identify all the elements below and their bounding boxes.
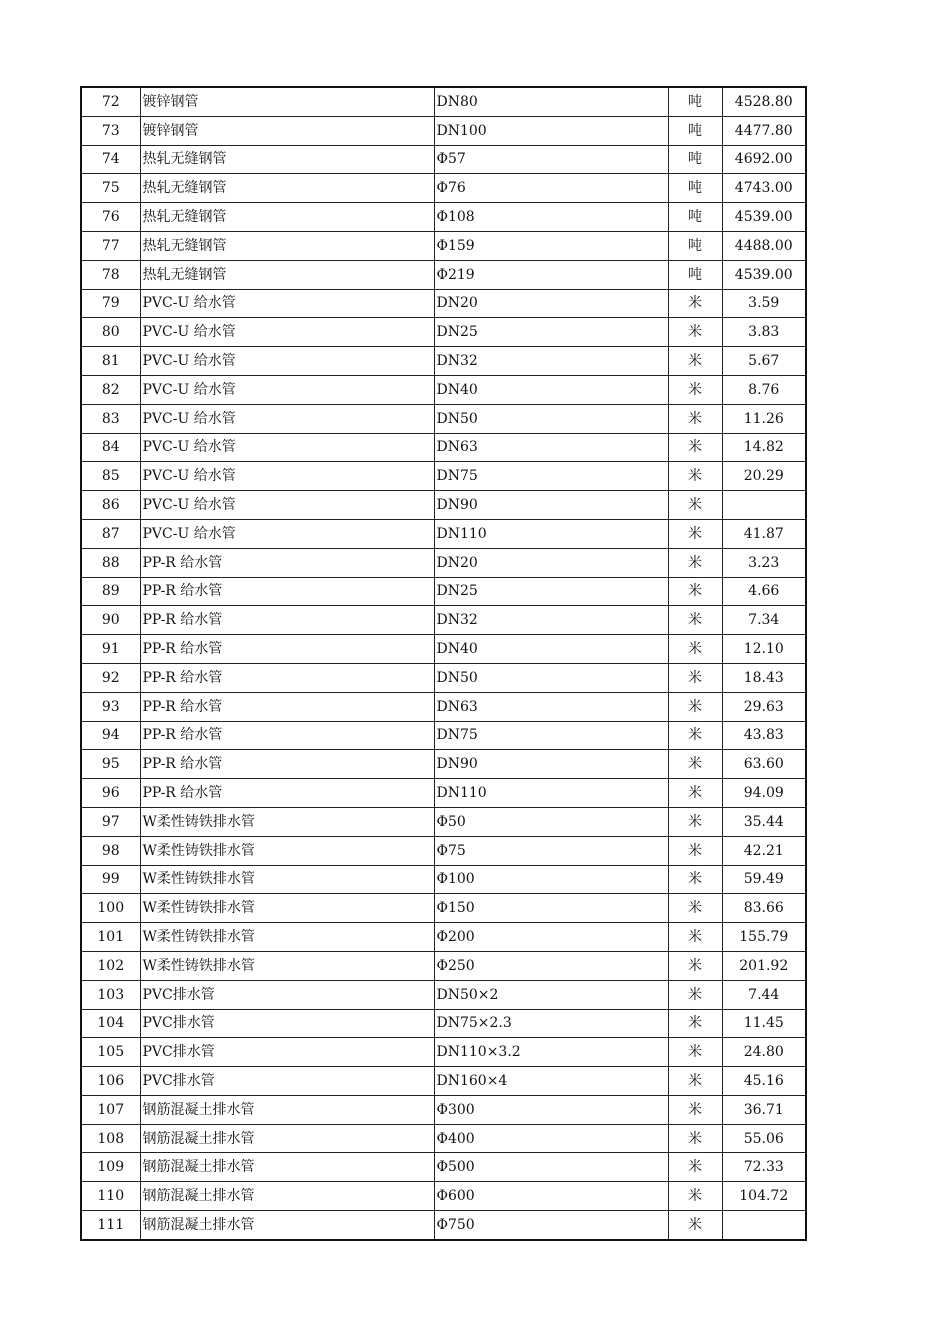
row-number: 103 [81, 980, 140, 1009]
item-unit: 米 [668, 375, 722, 404]
item-name: 热轧无缝钢管 [140, 231, 434, 260]
item-name: PVC-U 给水管 [140, 433, 434, 462]
table-row [81, 721, 806, 750]
item-unit: 米 [668, 347, 722, 376]
item-unit: 米 [668, 750, 722, 779]
item-name: 热轧无缝钢管 [140, 260, 434, 289]
row-number: 87 [81, 519, 140, 548]
item-unit: 吨 [668, 145, 722, 174]
table-row [81, 779, 806, 808]
row-number: 91 [81, 635, 140, 664]
item-unit: 米 [668, 1038, 722, 1067]
item-unit: 米 [668, 951, 722, 980]
item-spec: DN110 [434, 779, 668, 808]
item-spec: Φ57 [434, 145, 668, 174]
row-number: 78 [81, 260, 140, 289]
item-name: PVC-U 给水管 [140, 519, 434, 548]
item-unit: 米 [668, 548, 722, 577]
item-unit: 吨 [668, 87, 722, 116]
row-number: 95 [81, 750, 140, 779]
table-row [81, 836, 806, 865]
table-row [81, 1038, 806, 1067]
item-spec: DN160×4 [434, 1067, 668, 1096]
item-spec: Φ300 [434, 1095, 668, 1124]
row-number: 99 [81, 865, 140, 894]
row-number: 81 [81, 347, 140, 376]
item-spec: DN100 [434, 116, 668, 145]
row-number: 85 [81, 462, 140, 491]
item-price: 4539.00 [722, 260, 806, 289]
item-name: W柔性铸铁排水管 [140, 894, 434, 923]
item-spec: DN90 [434, 750, 668, 779]
item-name: 钢筋混凝土排水管 [140, 1182, 434, 1211]
table-row [81, 318, 806, 347]
table-row [81, 980, 806, 1009]
table-row [81, 606, 806, 635]
item-price: 35.44 [722, 807, 806, 836]
item-name: 热轧无缝钢管 [140, 145, 434, 174]
item-unit: 米 [668, 721, 722, 750]
item-spec: DN63 [434, 433, 668, 462]
item-unit: 米 [668, 289, 722, 318]
item-unit: 米 [668, 923, 722, 952]
table-row [81, 750, 806, 779]
item-unit: 米 [668, 807, 722, 836]
item-price: 29.63 [722, 692, 806, 721]
item-price: 7.44 [722, 980, 806, 1009]
item-spec: DN25 [434, 318, 668, 347]
item-price: 201.92 [722, 951, 806, 980]
item-price: 42.21 [722, 836, 806, 865]
item-price: 4692.00 [722, 145, 806, 174]
item-unit: 米 [668, 1095, 722, 1124]
item-spec: DN50 [434, 663, 668, 692]
item-unit: 吨 [668, 203, 722, 232]
item-spec: DN32 [434, 606, 668, 635]
item-price: 24.80 [722, 1038, 806, 1067]
table-row [81, 1153, 806, 1182]
table-row [81, 923, 806, 952]
row-number: 83 [81, 404, 140, 433]
row-number: 97 [81, 807, 140, 836]
item-name: 钢筋混凝土排水管 [140, 1153, 434, 1182]
item-unit: 米 [668, 404, 722, 433]
table-row [81, 462, 806, 491]
item-unit: 米 [668, 606, 722, 635]
item-spec: Φ600 [434, 1182, 668, 1211]
item-name: W柔性铸铁排水管 [140, 865, 434, 894]
item-unit: 米 [668, 1182, 722, 1211]
item-unit: 米 [668, 865, 722, 894]
item-spec: Φ500 [434, 1153, 668, 1182]
table-row [81, 865, 806, 894]
item-name: 钢筋混凝土排水管 [140, 1124, 434, 1153]
price-table-body [81, 87, 806, 1240]
item-price: 11.26 [722, 404, 806, 433]
item-name: 热轧无缝钢管 [140, 203, 434, 232]
item-spec: Φ219 [434, 260, 668, 289]
item-name: 钢筋混凝土排水管 [140, 1095, 434, 1124]
item-spec: Φ250 [434, 951, 668, 980]
item-spec: Φ159 [434, 231, 668, 260]
item-price: 41.87 [722, 519, 806, 548]
item-unit: 米 [668, 894, 722, 923]
table-row [81, 289, 806, 318]
item-name: W柔性铸铁排水管 [140, 951, 434, 980]
item-unit: 米 [668, 692, 722, 721]
table-row [81, 1182, 806, 1211]
row-number: 108 [81, 1124, 140, 1153]
item-unit: 米 [668, 433, 722, 462]
table-row [81, 548, 806, 577]
row-number: 102 [81, 951, 140, 980]
item-name: 钢筋混凝土排水管 [140, 1211, 434, 1240]
item-name: PP-R 给水管 [140, 692, 434, 721]
table-row [81, 635, 806, 664]
table-row [81, 433, 806, 462]
table-row [81, 260, 806, 289]
item-name: PP-R 给水管 [140, 721, 434, 750]
item-spec: DN50 [434, 404, 668, 433]
item-price: 12.10 [722, 635, 806, 664]
item-price [722, 1211, 806, 1240]
table-row [81, 1009, 806, 1038]
item-price: 155.79 [722, 923, 806, 952]
table-row [81, 1211, 806, 1240]
item-price: 72.33 [722, 1153, 806, 1182]
table-row [81, 231, 806, 260]
item-name: PP-R 给水管 [140, 548, 434, 577]
item-name: PP-R 给水管 [140, 663, 434, 692]
table-row [81, 116, 806, 145]
item-name: PP-R 给水管 [140, 750, 434, 779]
item-spec: DN20 [434, 548, 668, 577]
row-number: 101 [81, 923, 140, 952]
row-number: 89 [81, 577, 140, 606]
item-unit: 米 [668, 519, 722, 548]
item-spec: DN20 [434, 289, 668, 318]
item-unit: 米 [668, 779, 722, 808]
item-price: 83.66 [722, 894, 806, 923]
item-name: PVC-U 给水管 [140, 347, 434, 376]
item-name: PVC排水管 [140, 1067, 434, 1096]
row-number: 105 [81, 1038, 140, 1067]
item-name: PVC-U 给水管 [140, 462, 434, 491]
item-price: 11.45 [722, 1009, 806, 1038]
table-row [81, 807, 806, 836]
row-number: 77 [81, 231, 140, 260]
item-price [722, 491, 806, 520]
item-name: PP-R 给水管 [140, 577, 434, 606]
table-row [81, 174, 806, 203]
row-number: 92 [81, 663, 140, 692]
table-row [81, 1124, 806, 1153]
item-unit: 米 [668, 577, 722, 606]
item-spec: Φ750 [434, 1211, 668, 1240]
item-spec: Φ400 [434, 1124, 668, 1153]
row-number: 86 [81, 491, 140, 520]
row-number: 80 [81, 318, 140, 347]
item-name: W柔性铸铁排水管 [140, 836, 434, 865]
table-row [81, 951, 806, 980]
row-number: 82 [81, 375, 140, 404]
row-number: 93 [81, 692, 140, 721]
item-price: 59.49 [722, 865, 806, 894]
item-price: 20.29 [722, 462, 806, 491]
item-price: 4539.00 [722, 203, 806, 232]
item-spec: DN32 [434, 347, 668, 376]
item-name: PVC-U 给水管 [140, 289, 434, 318]
table-row [81, 404, 806, 433]
item-price: 45.16 [722, 1067, 806, 1096]
row-number: 74 [81, 145, 140, 174]
row-number: 94 [81, 721, 140, 750]
table-row [81, 87, 806, 116]
item-spec: Φ108 [434, 203, 668, 232]
item-name: PVC排水管 [140, 1038, 434, 1067]
table-row [81, 203, 806, 232]
item-spec: DN75×2.3 [434, 1009, 668, 1038]
item-name: PVC排水管 [140, 980, 434, 1009]
item-price: 104.72 [722, 1182, 806, 1211]
item-spec: DN90 [434, 491, 668, 520]
item-price: 3.23 [722, 548, 806, 577]
item-name: 镀锌钢管 [140, 116, 434, 145]
item-unit: 米 [668, 1153, 722, 1182]
item-spec: Φ200 [434, 923, 668, 952]
row-number: 100 [81, 894, 140, 923]
item-spec: DN110 [434, 519, 668, 548]
item-spec: DN75 [434, 721, 668, 750]
item-spec: Φ50 [434, 807, 668, 836]
item-price: 4488.00 [722, 231, 806, 260]
item-spec: Φ75 [434, 836, 668, 865]
item-spec: DN63 [434, 692, 668, 721]
row-number: 84 [81, 433, 140, 462]
item-unit: 米 [668, 1009, 722, 1038]
item-name: 热轧无缝钢管 [140, 174, 434, 203]
item-price: 14.82 [722, 433, 806, 462]
row-number: 76 [81, 203, 140, 232]
item-unit: 吨 [668, 231, 722, 260]
item-spec: DN80 [434, 87, 668, 116]
item-unit: 米 [668, 1067, 722, 1096]
item-unit: 吨 [668, 174, 722, 203]
item-name: PP-R 给水管 [140, 606, 434, 635]
item-name: PVC排水管 [140, 1009, 434, 1038]
item-unit: 米 [668, 635, 722, 664]
row-number: 90 [81, 606, 140, 635]
item-price: 3.83 [722, 318, 806, 347]
item-spec: DN25 [434, 577, 668, 606]
row-number: 98 [81, 836, 140, 865]
item-name: W柔性铸铁排水管 [140, 923, 434, 952]
item-price: 4477.80 [722, 116, 806, 145]
item-name: PP-R 给水管 [140, 779, 434, 808]
item-name: PVC-U 给水管 [140, 318, 434, 347]
item-spec: Φ150 [434, 894, 668, 923]
item-name: PVC-U 给水管 [140, 404, 434, 433]
table-row [81, 347, 806, 376]
item-name: PVC-U 给水管 [140, 375, 434, 404]
row-number: 107 [81, 1095, 140, 1124]
item-price: 4528.80 [722, 87, 806, 116]
item-spec: Φ100 [434, 865, 668, 894]
item-price: 4743.00 [722, 174, 806, 203]
item-price: 63.60 [722, 750, 806, 779]
item-price: 3.59 [722, 289, 806, 318]
item-spec: DN40 [434, 375, 668, 404]
row-number: 96 [81, 779, 140, 808]
item-price: 8.76 [722, 375, 806, 404]
row-number: 110 [81, 1182, 140, 1211]
item-price: 18.43 [722, 663, 806, 692]
item-spec: DN75 [434, 462, 668, 491]
item-name: PP-R 给水管 [140, 635, 434, 664]
row-number: 109 [81, 1153, 140, 1182]
item-spec: Φ76 [434, 174, 668, 203]
item-unit: 吨 [668, 260, 722, 289]
table-row [81, 1095, 806, 1124]
row-number: 79 [81, 289, 140, 318]
row-number: 111 [81, 1211, 140, 1240]
item-unit: 米 [668, 980, 722, 1009]
table-row [81, 663, 806, 692]
price-table [80, 86, 807, 1241]
item-price: 7.34 [722, 606, 806, 635]
item-spec: DN50×2 [434, 980, 668, 1009]
table-row [81, 692, 806, 721]
row-number: 104 [81, 1009, 140, 1038]
item-unit: 吨 [668, 116, 722, 145]
item-unit: 米 [668, 1124, 722, 1153]
item-unit: 米 [668, 318, 722, 347]
item-price: 43.83 [722, 721, 806, 750]
item-unit: 米 [668, 462, 722, 491]
row-number: 106 [81, 1067, 140, 1096]
item-unit: 米 [668, 491, 722, 520]
item-price: 4.66 [722, 577, 806, 606]
row-number: 72 [81, 87, 140, 116]
item-name: PVC-U 给水管 [140, 491, 434, 520]
item-unit: 米 [668, 663, 722, 692]
table-row [81, 894, 806, 923]
table-row [81, 577, 806, 606]
table-row [81, 375, 806, 404]
table-row [81, 145, 806, 174]
item-price: 94.09 [722, 779, 806, 808]
item-spec: DN40 [434, 635, 668, 664]
table-row [81, 519, 806, 548]
item-name: 镀锌钢管 [140, 87, 434, 116]
item-price: 5.67 [722, 347, 806, 376]
row-number: 88 [81, 548, 140, 577]
item-unit: 米 [668, 836, 722, 865]
row-number: 73 [81, 116, 140, 145]
item-price: 36.71 [722, 1095, 806, 1124]
item-spec: DN110×3.2 [434, 1038, 668, 1067]
table-row [81, 1067, 806, 1096]
row-number: 75 [81, 174, 140, 203]
item-price: 55.06 [722, 1124, 806, 1153]
item-name: W柔性铸铁排水管 [140, 807, 434, 836]
item-unit: 米 [668, 1211, 722, 1240]
table-row [81, 491, 806, 520]
